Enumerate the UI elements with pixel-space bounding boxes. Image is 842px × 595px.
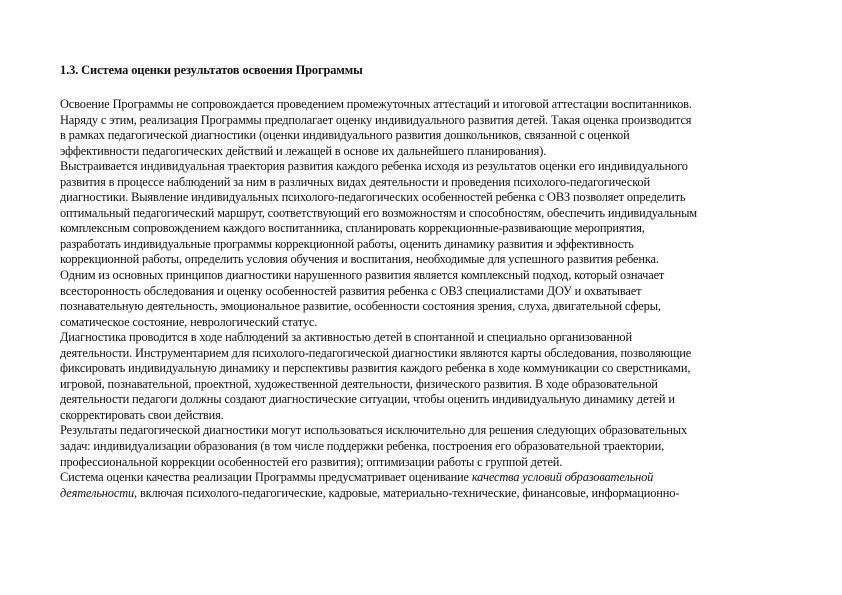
text-line: Выстраивается индивидуальная траектория развития каждого ребенка исходя из результатов оценки его индивидуального	[60, 159, 688, 174]
text-line: всесторонность обследования и оценку особенностей развития ребенка с ОВЗ специалистами ДОУ и охватывает	[60, 283, 642, 298]
text-line: фиксировать индивидуальную динамику и перспективы развития каждого ребенка в ходе коммуникации со сверстниками,	[60, 361, 691, 376]
text-line: соматическое состояние, неврологический статус.	[60, 314, 318, 329]
text-line: коррекционной работы, определить условия обучения и воспитания, необходимые для успешного развития ребенка.	[60, 252, 659, 267]
text-line: Результаты педагогической диагностики могут использоваться исключительно для решения следующих образовательных	[60, 423, 688, 438]
text-line-italic: деятельности	[60, 485, 135, 500]
text-line: диагностики. Выявление индивидуальных психолого-педагогических особенностей ребенка с ОВЗ позволяет определить	[60, 190, 686, 205]
text-line: познавательную деятельность, эмоциональное развитие, особенности состояния зрения, слуха, двигательной сферы,	[60, 299, 661, 314]
text-line: профессиональной коррекции особенностей его развития); оптимизации работы с группой детей.	[60, 454, 563, 469]
text-line: в рамках педагогической диагностики (оценки индивидуального развития дошкольников, связанной с оценкой	[60, 128, 630, 143]
text-line: комплексным сопровождением каждого воспитанника, спланировать коррекционные-развивающие мероприятия,	[60, 221, 645, 236]
text-line: деятельности. Инструментарием для психолого-педагогической диагностики являются карты обследования, позволяющие	[60, 345, 692, 360]
text-line: Наряду с этим, реализация Программы предполагает оценку индивидуального развития детей. Такая оценка производится	[60, 112, 692, 127]
text-line: задач: индивидуализации образования (в том числе поддержки ребенка, построения его образовательной траектории,	[60, 439, 665, 454]
text-line: Одним из основных принципов диагностики нарушенного развития является комплексный подход, который означает	[60, 268, 665, 283]
text-line-plain: , включая психолого-педагогические, кадровые, материально-технические, финансовые, информационно-	[134, 485, 680, 500]
text-line: оптимальный педагогический маршрут, соответствующий его возможностям и способностям, обеспечить индивидуальным	[60, 205, 697, 220]
text-line: игровой, познавательной, проектной, художественной деятельности, физического развития. В ходе образовательной	[60, 376, 658, 391]
text-line-plain: Система оценки качества реализации Программы предусматривает оценивание	[60, 470, 472, 485]
text-line: деятельности педагоги должны создают диагностические ситуации, чтобы оценить индивидуальную динамику детей и	[60, 392, 675, 407]
text-line	[60, 470, 800, 486]
text-line: эффективности педагогических действий и лежащей в основе их дальнейшего планирования).	[60, 143, 547, 158]
text-line: Освоение Программы не сопровождается проведением промежуточных аттестаций и итоговой аттестации воспитанников.	[60, 97, 692, 111]
text-line: Диагностика проводится в ходе наблюдений за активностью детей в спонтанной и специально организованной	[60, 330, 632, 345]
text-line: скорректировать свои действия.	[60, 407, 224, 422]
section-heading: 1.3. Система оценки результатов освоения Программы	[60, 63, 363, 77]
body-text	[60, 97, 800, 501]
text-line: разработать индивидуальные программы коррекционной работы, оценить динамику развития и эффективность	[60, 236, 634, 251]
text-line: развития в процессе наблюдений за ним в различных видах деятельности и проведения психолого-педагогической	[60, 174, 650, 189]
text-line-italic: качества условий образовательной	[471, 470, 654, 485]
text-line	[60, 486, 800, 502]
paragraph-lines	[60, 97, 800, 470]
